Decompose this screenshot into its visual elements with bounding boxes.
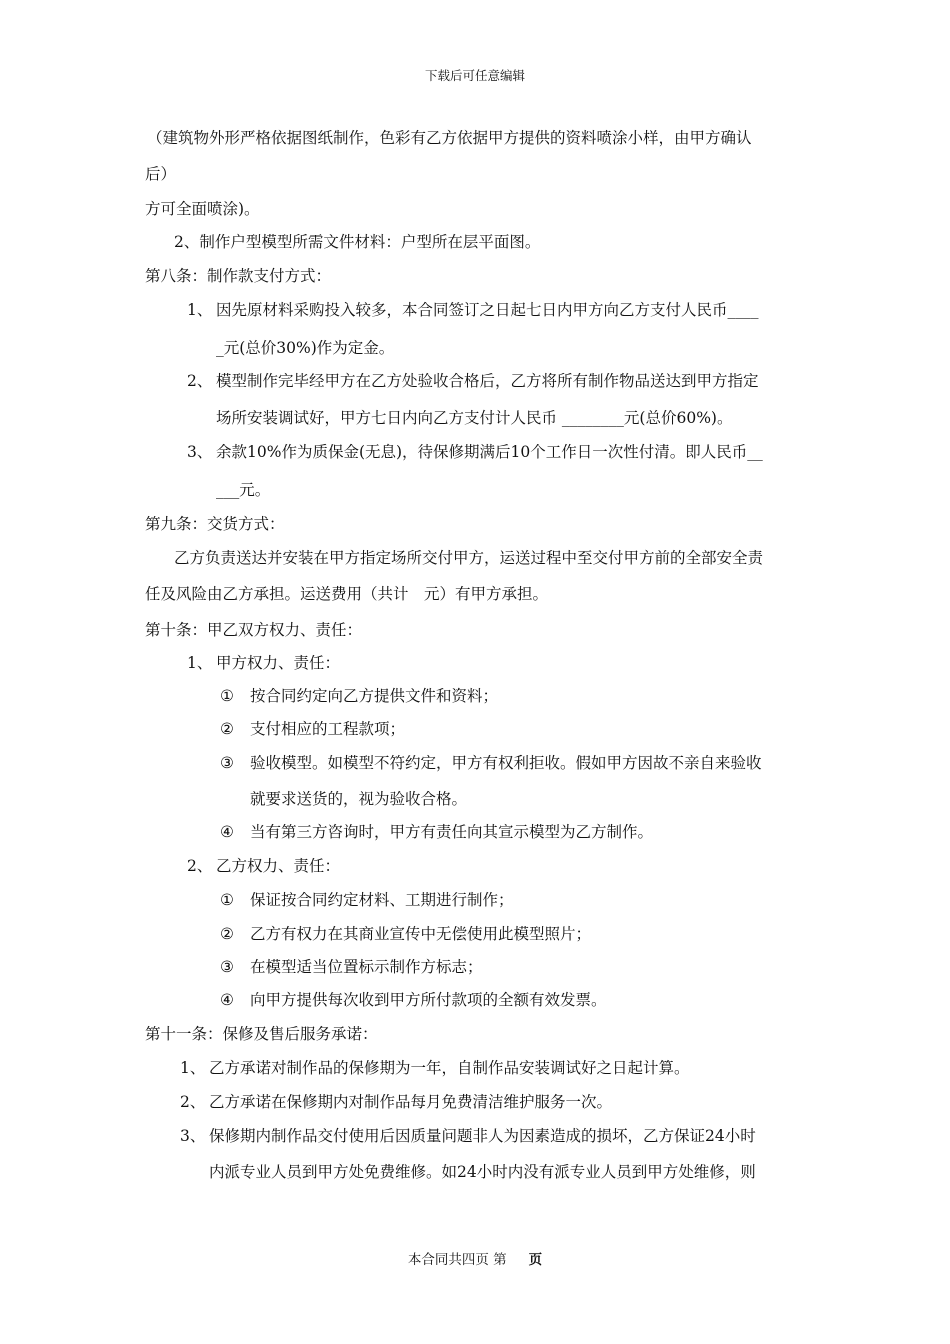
sub-list-item: ② 乙方有权力在其商业宣传中无偿使用此模型照片； — [220, 925, 592, 943]
footer-page-label: 页 — [528, 1252, 543, 1268]
list-number: 1、 — [180, 1059, 206, 1077]
sub-list-item: ② 支付相应的工程款项； — [220, 720, 406, 738]
circled-number: ③ — [220, 754, 234, 772]
circled-number: ② — [220, 720, 234, 738]
list-item: 3、 保修期内制作品交付使用后因质量问题非人为因素造成的损坏，乙方保证24小时 — [180, 1127, 756, 1145]
body-line: （建筑物外形严格依据图纸制作，色彩有乙方依据甲方提供的资料喷涂小样，由甲方确认 — [147, 129, 752, 147]
page-header: 下载后可任意编辑 — [424, 68, 525, 83]
circled-number: ② — [220, 925, 234, 943]
section-heading: 第十条：甲乙双方权力、责任： — [145, 621, 363, 639]
footer-text: 本合同共四页 第 — [407, 1252, 507, 1268]
list-item: 2、 乙方承诺在保修期内对制作品每月免费清洁维护服务一次。 — [180, 1093, 613, 1111]
body-line: _元(总价30%)作为定金。 — [216, 339, 395, 357]
circled-number: ④ — [220, 823, 234, 841]
list-item: 1、 乙方承诺对制作品的保修期为一年，自制作品安装调试好之日起计算。 — [180, 1059, 690, 1077]
sub-list-item: ① 保证按合同约定材料、工期进行制作； — [220, 891, 514, 909]
list-item: 2、 模型制作完毕经甲方在乙方处验收合格后，乙方将所有制作物品送达到甲方指定 — [187, 372, 759, 390]
body-line: 就要求送货的，视为验收合格。 — [250, 790, 468, 808]
list-number: 2、 — [187, 372, 213, 390]
circled-number: ① — [220, 687, 234, 705]
list-number: 3、 — [187, 443, 213, 461]
body-line: 内派专业人员到甲方处免费维修。如24小时内没有派专业人员到甲方处维修，则 — [209, 1163, 756, 1181]
list-number: 1、 — [187, 654, 213, 672]
list-number: 2、 — [180, 1093, 206, 1111]
body-line: ___元。 — [216, 481, 271, 499]
body-line: 乙方负责送达并安装在甲方指定场所交付甲方，运送过程中至交付甲方前的全部安全责 — [174, 549, 764, 567]
section-heading: 第九条：交货方式： — [145, 515, 285, 533]
body-line: 后） — [145, 165, 177, 183]
list-number: 2、 — [187, 857, 213, 875]
list-number: 3、 — [180, 1127, 206, 1145]
list-item: 3、 余款10%作为质保金(无息)，待保修期满后10个工作日一次性付清。即人民币__ — [187, 443, 763, 461]
sub-list-item: ① 按合同约定向乙方提供文件和资料； — [220, 687, 499, 705]
circled-number: ③ — [220, 958, 234, 976]
list-item: 2、 乙方权力、责任： — [187, 857, 341, 875]
sub-list-item: ④ 向甲方提供每次收到甲方所付款项的全额有效发票。 — [220, 991, 607, 1009]
body-line: 2、制作户型模型所需文件材料：户型所在层平面图。 — [174, 233, 541, 251]
section-heading: 第八条：制作款支付方式： — [145, 267, 332, 285]
circled-number: ④ — [220, 991, 234, 1009]
sub-list-item: ③ 在模型适当位置标示制作方标志； — [220, 958, 483, 976]
page-footer — [0, 1248, 950, 1268]
list-item: 1、 因先原材料采购投入较多，本合同签订之日起七日内甲方向乙方支付人民币____ — [187, 301, 759, 319]
sub-list-item: ④ 当有第三方咨询时，甲方有责任向其宣示模型为乙方制作。 — [220, 823, 654, 841]
circled-number: ① — [220, 891, 234, 909]
body-line: 场所安装调试好，甲方七日内向乙方支付计人民币 ________元(总价60%)。 — [216, 409, 733, 427]
list-number: 1、 — [187, 301, 213, 319]
section-heading: 第十一条：保修及售后服务承诺： — [145, 1025, 378, 1043]
sub-list-item: ③ 验收模型。如模型不符约定，甲方有权利拒收。假如甲方因故不亲自来验收 — [220, 754, 762, 772]
list-item: 1、 甲方权力、责任： — [187, 654, 341, 672]
body-line: 任及风险由乙方承担。运送费用（共计 元）有甲方承担。 — [145, 585, 549, 603]
body-line: 方可全面喷涂)。 — [145, 200, 260, 218]
